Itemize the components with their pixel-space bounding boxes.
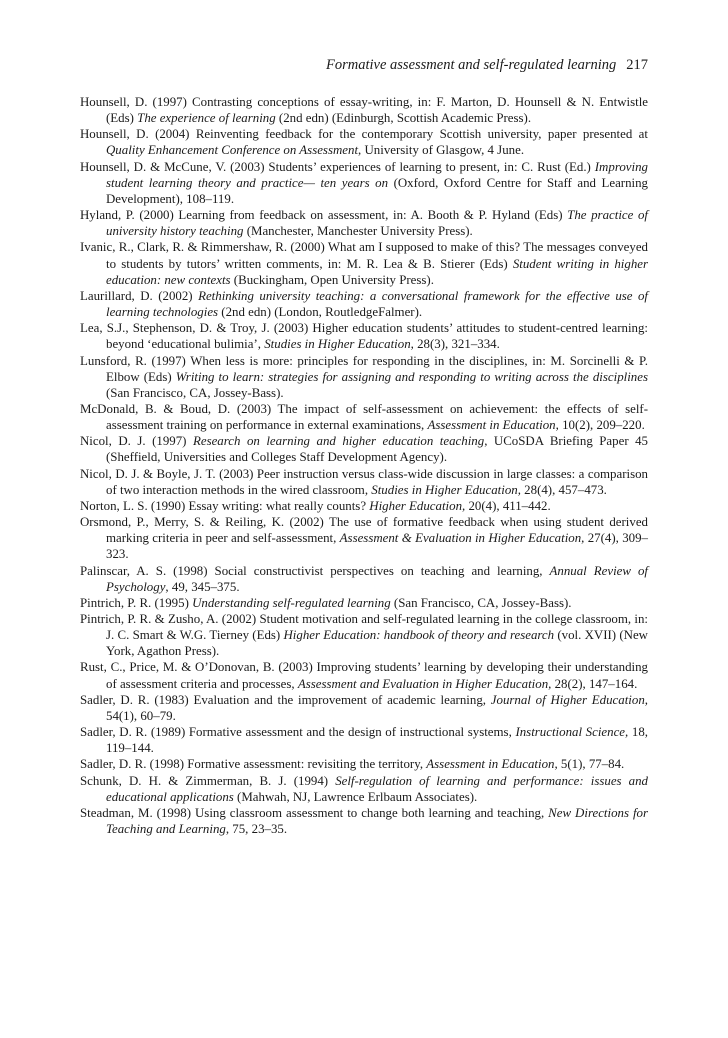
- reference-details: (Buckingham, Open University Press).: [230, 272, 434, 287]
- reference-details: (2nd edn) (Edinburgh, Scottish Academic Press).: [275, 111, 532, 126]
- reference-text: Orsmond, P., Merry, S. & Reiling, K. (2002) The use of formative feedback when using student derived marking criteria in peer and self-assessment,: [80, 515, 648, 546]
- reference-entry: [80, 159, 648, 207]
- reference-details: (2nd edn) (London, RoutledgeFalmer).: [218, 305, 423, 320]
- reference-entry: [80, 692, 648, 724]
- reference-details: (San Francisco, CA, Jossey-Bass).: [106, 385, 284, 400]
- reference-text: Nicol, D. J. & Boyle, J. T. (2003) Peer instruction versus class-wide discussion in large classes: a comparison of two interaction methods in the wired classroom,: [80, 466, 648, 497]
- reference-text: Hyland, P. (2000) Learning from feedback on assessment, in: A. Booth & P. Hyland (Eds): [80, 208, 568, 223]
- reference-entry: [80, 724, 648, 756]
- reference-title: Journal of Higher Education,: [490, 692, 648, 707]
- reference-title: Higher Education: handbook of theory and research: [283, 628, 555, 643]
- reference-details: 27(4), 309–323.: [106, 531, 648, 562]
- reference-entry: [80, 611, 648, 659]
- reference-details: 20(4), 411–442.: [465, 498, 551, 513]
- reference-entry: [80, 126, 648, 158]
- reference-details: 5(1), 77–84.: [557, 757, 625, 772]
- reference-text: Hounsell, D. (1997) Contrasting conceptions of essay-writing, in: F. Marton, D. Hounsell & N. Entwistle (Eds): [80, 95, 648, 126]
- reference-details: , UCoSDA Briefing Paper 45 (Sheffield, Universities and Colleges Staff Development Agency).: [106, 434, 648, 465]
- reference-text: Hounsell, D. & McCune, V. (2003) Students’ experiences of learning to present, in: C. Rust (Ed.): [80, 159, 595, 174]
- reference-title: Assessment in Education,: [427, 418, 559, 433]
- reference-text: Rust, C., Price, M. & O’Donovan, B. (2003) Improving students’ learning by developing their understanding of assessment criteria and processes,: [80, 660, 648, 691]
- reference-details: 28(3), 321–334.: [413, 337, 500, 352]
- reference-text: Sadler, D. R. (1983) Evaluation and the improvement of academic learning,: [80, 692, 491, 707]
- reference-title: Improving student learning theory and practice— ten years on: [106, 159, 648, 190]
- reference-text: Ivanic, R., Clark, R. & Rimmershaw, R. (2000) What am I supposed to make of this? The messages conveyed to students by tutors’ written comments, in: M. R. Lea & B. Stierer (Eds): [80, 240, 648, 271]
- reference-entry: [80, 433, 648, 465]
- reference-details: 54(1), 60–79.: [106, 708, 176, 723]
- reference-entry: [80, 659, 648, 691]
- reference-list: [80, 94, 648, 837]
- reference-details: (San Francisco, CA, Jossey-Bass).: [390, 595, 572, 610]
- reference-details: (vol. XVII) (New York, Agathon Press).: [106, 628, 648, 659]
- reference-details: , University of Glasgow, 4 June.: [358, 143, 525, 158]
- reference-text: Lea, S.J., Stephenson, D. & Troy, J. (2003) Higher education students’ attitudes to student-centred learning: beyond ‘educational bulimia’,: [80, 321, 648, 352]
- reference-text: Hounsell, D. (2004) Reinventing feedback for the contemporary Scottish university, paper presented at: [80, 127, 648, 142]
- reference-details: 28(4), 457–473.: [520, 482, 607, 497]
- reference-text: Sadler, D. R. (1989) Formative assessment and the design of instructional systems,: [80, 725, 516, 740]
- reference-details: (Oxford, Oxford Centre for Staff and Learning Development), 108–119.: [106, 175, 648, 206]
- reference-title: Assessment & Evaluation in Higher Education,: [339, 531, 585, 546]
- reference-entry: [80, 466, 648, 498]
- reference-entry: [80, 498, 648, 514]
- reference-details: (Mahwah, NJ, Lawrence Erlbaum Associates).: [233, 789, 478, 804]
- reference-text: Pintrich, P. R. & Zusho, A. (2002) Student motivation and self-regulated learning in the college classroom, in: J. C. Smart & W.G. Tierney (Eds): [80, 612, 648, 643]
- reference-title: Student writing in higher education: new contexts: [106, 256, 648, 287]
- reference-title: Instructional Science,: [515, 725, 629, 740]
- reference-entry: [80, 320, 648, 352]
- reference-text: McDonald, B. & Boud, D. (2003) The impact of self-assessment on achievement: the effects of self-assessment training on performance in external examinations,: [80, 401, 648, 433]
- reference-details: 10(2), 209–220.: [558, 418, 645, 433]
- reference-entry: [80, 756, 648, 772]
- reference-title: The experience of learning: [137, 111, 276, 126]
- reference-details: 18, 119–144.: [106, 725, 648, 756]
- running-head: [80, 56, 648, 74]
- reference-entry: [80, 401, 648, 433]
- reference-entry: [80, 94, 648, 126]
- reference-entry: [80, 353, 648, 401]
- reference-text: Palinscar, A. S. (1998) Social constructivist perspectives on teaching and learning,: [80, 563, 550, 578]
- reference-title: Studies in Higher Education,: [264, 337, 414, 352]
- reference-text: Schunk, D. H. & Zimmerman, B. J. (1994): [80, 773, 336, 788]
- reference-title: Assessment and Evaluation in Higher Education,: [297, 676, 552, 691]
- reference-entry: [80, 239, 648, 287]
- reference-text: Lunsford, R. (1997) When less is more: principles for responding in the disciplines, in: M. Sorcinelli & P. Elbow (Eds): [80, 353, 648, 384]
- reference-text: Laurillard, D. (2002): [80, 288, 199, 303]
- reference-details: (Manchester, Manchester University Press).: [243, 224, 473, 239]
- reference-title: Research on learning and higher education teaching: [192, 434, 485, 449]
- running-head-title: Formative assessment and self-regulated learning: [326, 57, 617, 73]
- reference-text: Steadman, M. (1998) Using classroom assessment to change both learning and teaching,: [80, 805, 549, 820]
- reference-title: Writing to learn: strategies for assigning and responding to writing across the disciplines: [175, 369, 648, 384]
- reference-text: Sadler, D. R. (1998) Formative assessment: revisiting the territory,: [80, 757, 427, 772]
- reference-title: Higher Education,: [369, 498, 466, 513]
- reference-title: Quality Enhancement Conference on Assessment: [106, 143, 359, 158]
- reference-title: Studies in Higher Education,: [371, 482, 521, 497]
- reference-title: Annual Review of Psychology: [106, 563, 648, 594]
- reference-title: The practice of university history teaching: [106, 208, 649, 239]
- reference-text: Norton, L. S. (1990) Essay writing: what really counts?: [80, 498, 370, 513]
- reference-entry: [80, 805, 648, 837]
- reference-entry: [80, 207, 648, 239]
- page-number: 217: [626, 57, 648, 73]
- reference-title: Rethinking university teaching: a conversational framework for the effective use of learning technologies: [106, 288, 648, 320]
- reference-text: Pintrich, P. R. (1995): [80, 595, 193, 610]
- reference-title: New Directions for Teaching and Learning: [106, 805, 648, 837]
- reference-entry: [80, 563, 648, 595]
- reference-details: , 49, 345–375.: [165, 579, 240, 594]
- reference-text: Nicol, D. J. (1997): [80, 434, 193, 449]
- reference-entry: [80, 773, 648, 805]
- reference-title: Self-regulation of learning and performance: issues and educational applications: [106, 773, 649, 804]
- reference-details: 28(2), 147–164.: [551, 676, 638, 691]
- reference-title: Understanding self-regulated learning: [192, 595, 391, 610]
- reference-entry: [80, 595, 648, 611]
- reference-title: Assessment in Education,: [426, 757, 558, 772]
- reference-entry: [80, 514, 648, 562]
- reference-details: , 75, 23–35.: [225, 822, 288, 837]
- reference-entry: [80, 288, 648, 320]
